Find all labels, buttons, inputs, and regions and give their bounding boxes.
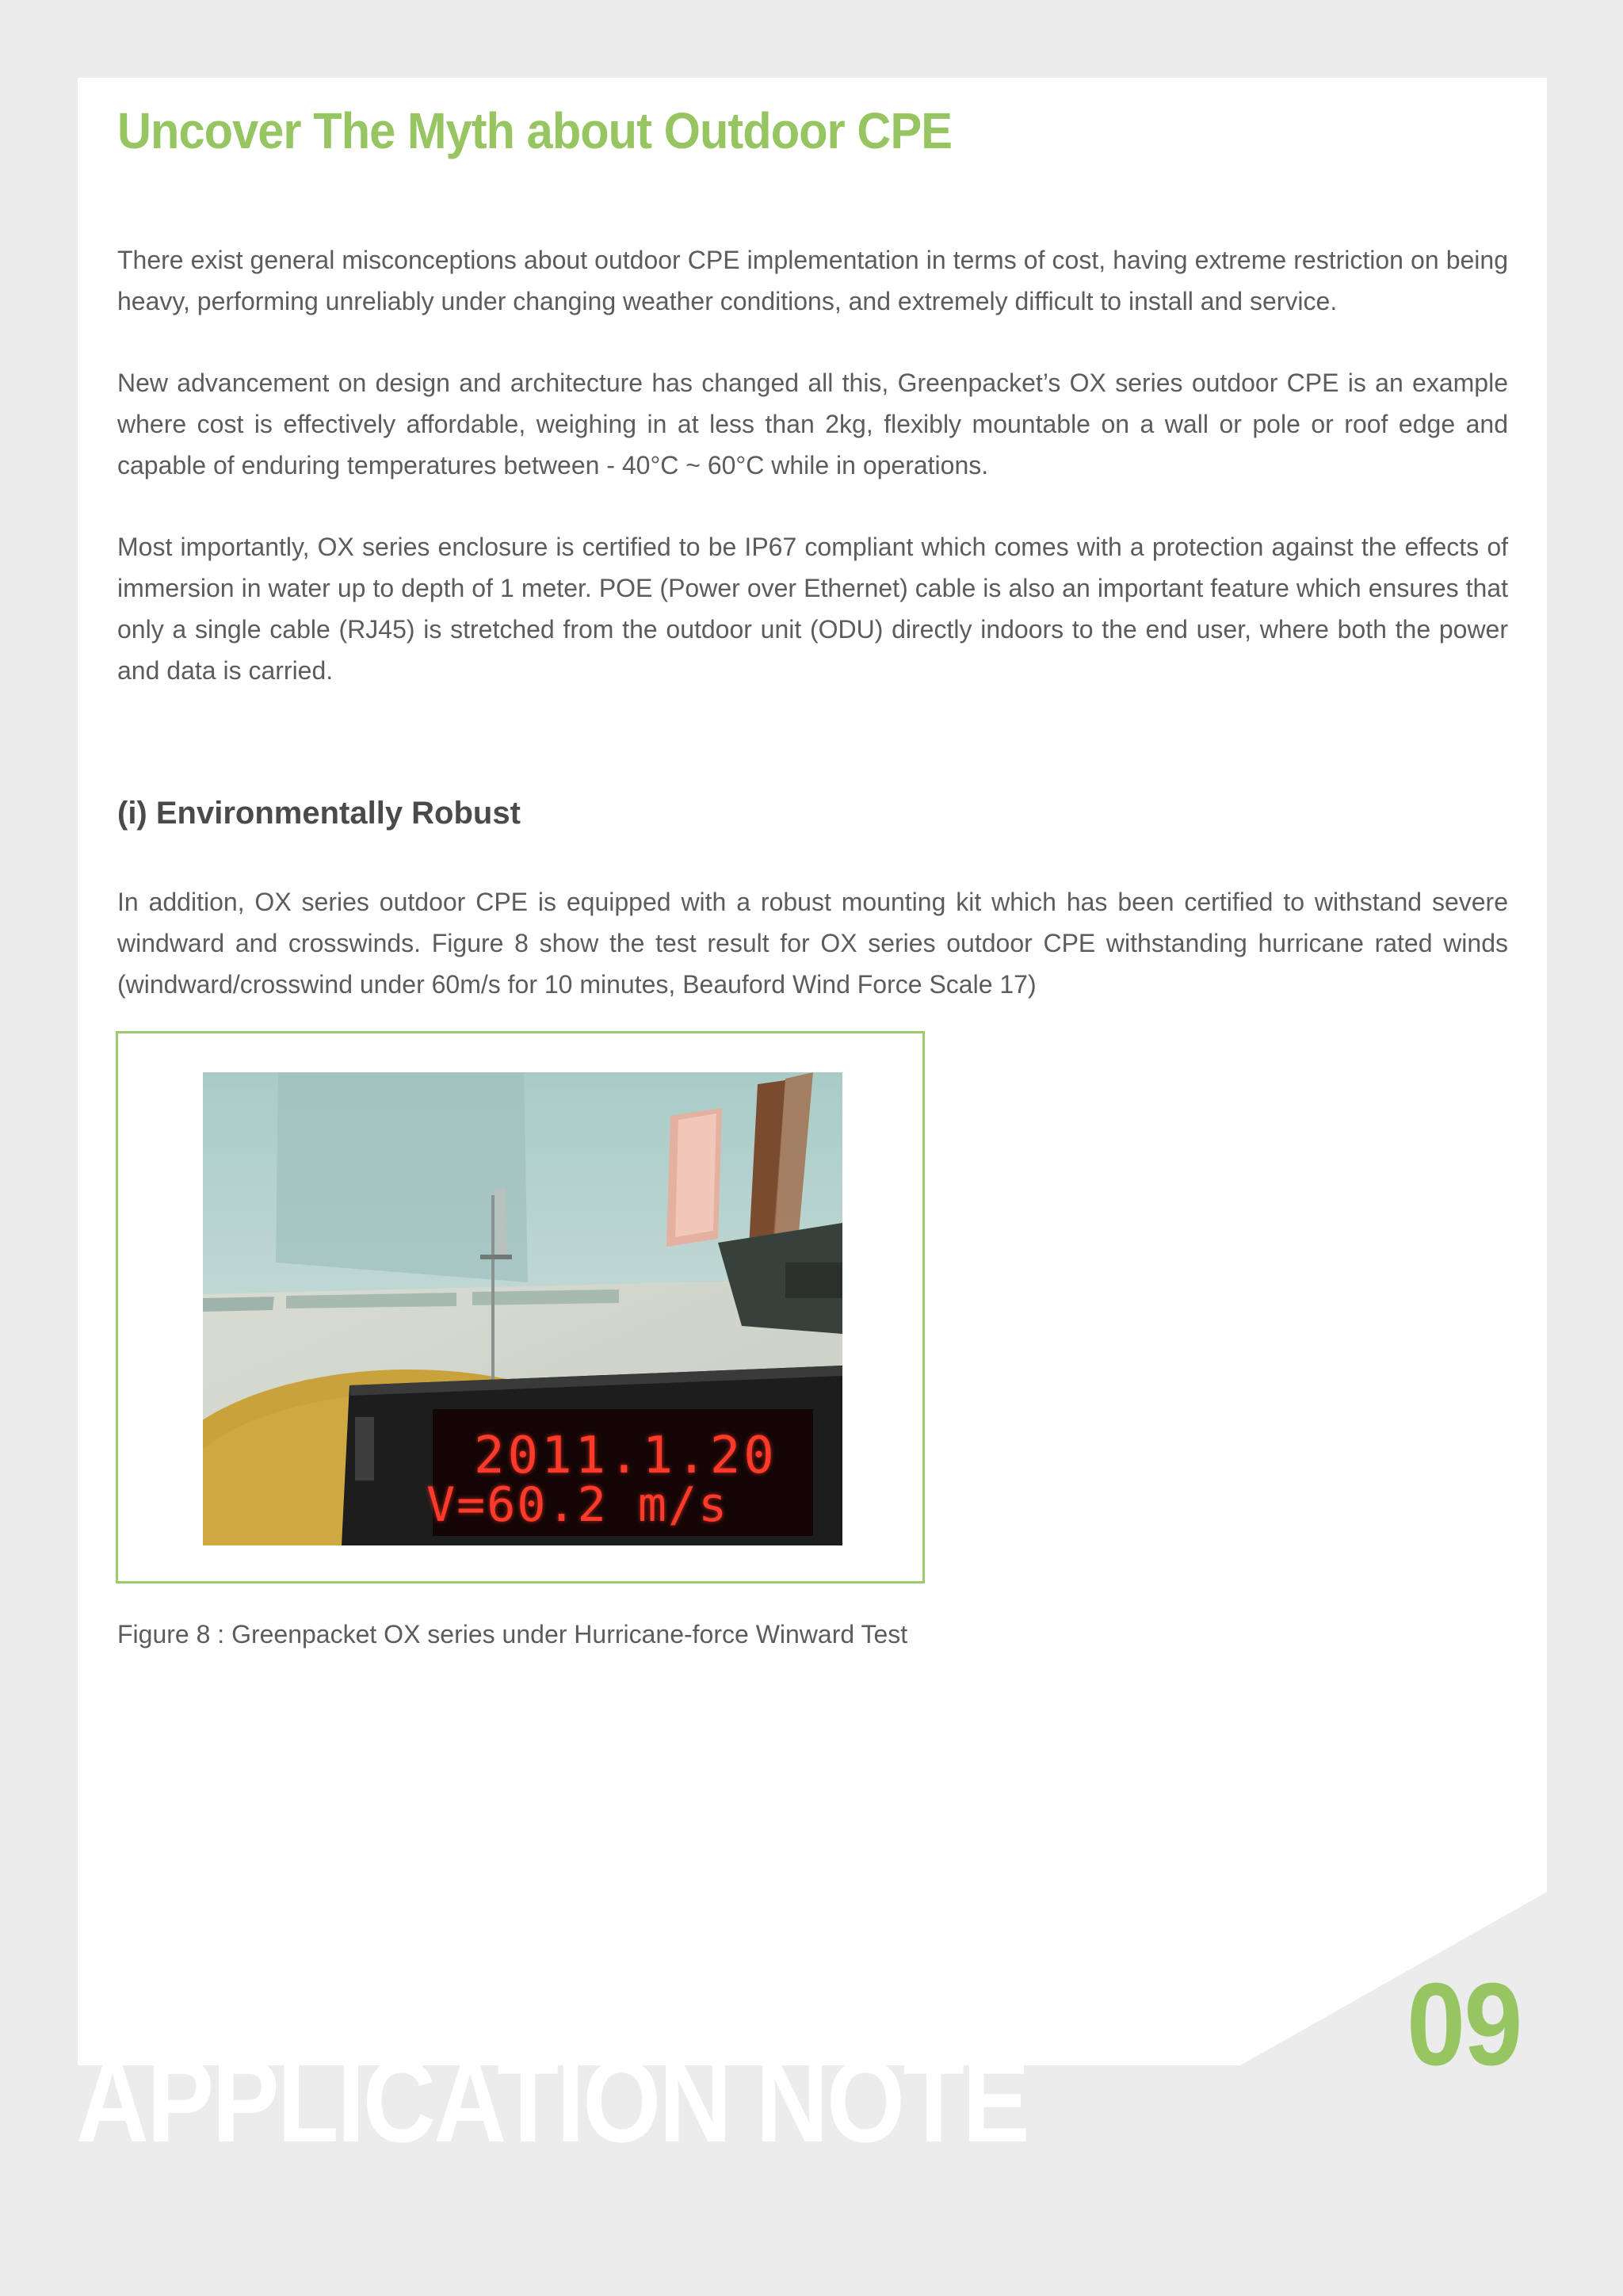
- section-heading: (i) Environmentally Robust: [117, 796, 521, 831]
- led-display-date: 2011.1.20: [474, 1427, 777, 1485]
- figure-frame: [116, 1031, 925, 1584]
- paragraph-advancement: New advancement on design and architecture has changed all this, Greenpacket’s OX series outdoor CPE is an example where cost is effectively affordable, weighing in at less than 2kg, flexibly mountable on a wall or pole or roof edge and capable of enduring temperatures between - 40°C ~ 60°C while in operations.: [117, 369, 1508, 479]
- figure-caption: Figure 8 : Greenpacket OX series under Hurricane-force Winward Test: [117, 1620, 908, 1648]
- paragraph-ip67: Most importantly, OX series enclosure is certified to be IP67 compliant which comes with a protection against the effects of immersion in water up to depth of 1 meter. POE (Power over Ethernet) cable is also an important feature which ensures that only a single cable (RJ45) is stretched from the outdoor unit (ODU) directly indoors to the end user, where both the power and data is carried.: [117, 533, 1508, 685]
- wind-tunnel-photo: [203, 1072, 842, 1545]
- page-title: Uncover The Myth about Outdoor CPE: [117, 102, 952, 159]
- page-number: 09: [1407, 1959, 1522, 2090]
- led-display-speed: V=60.2 m/s: [426, 1477, 729, 1533]
- footer-watermark: APPLICATION NOTE: [76, 2036, 1028, 2167]
- paragraph-mounting-kit: In addition, OX series outdoor CPE is equipped with a robust mounting kit which has been certified to withstand severe windward and crosswinds. Figure 8 show the test result for OX series outdoor CPE withstanding hurricane rated winds (windward/crosswind under 60m/s for 10 minutes, Beauford Wind Force Scale 17): [117, 888, 1508, 999]
- paragraph-misconceptions: There exist general misconceptions about outdoor CPE implementation in terms of cost, having extreme restriction on being heavy, performing unreliably under changing weather conditions, and extremely difficult to install and service.: [117, 246, 1508, 315]
